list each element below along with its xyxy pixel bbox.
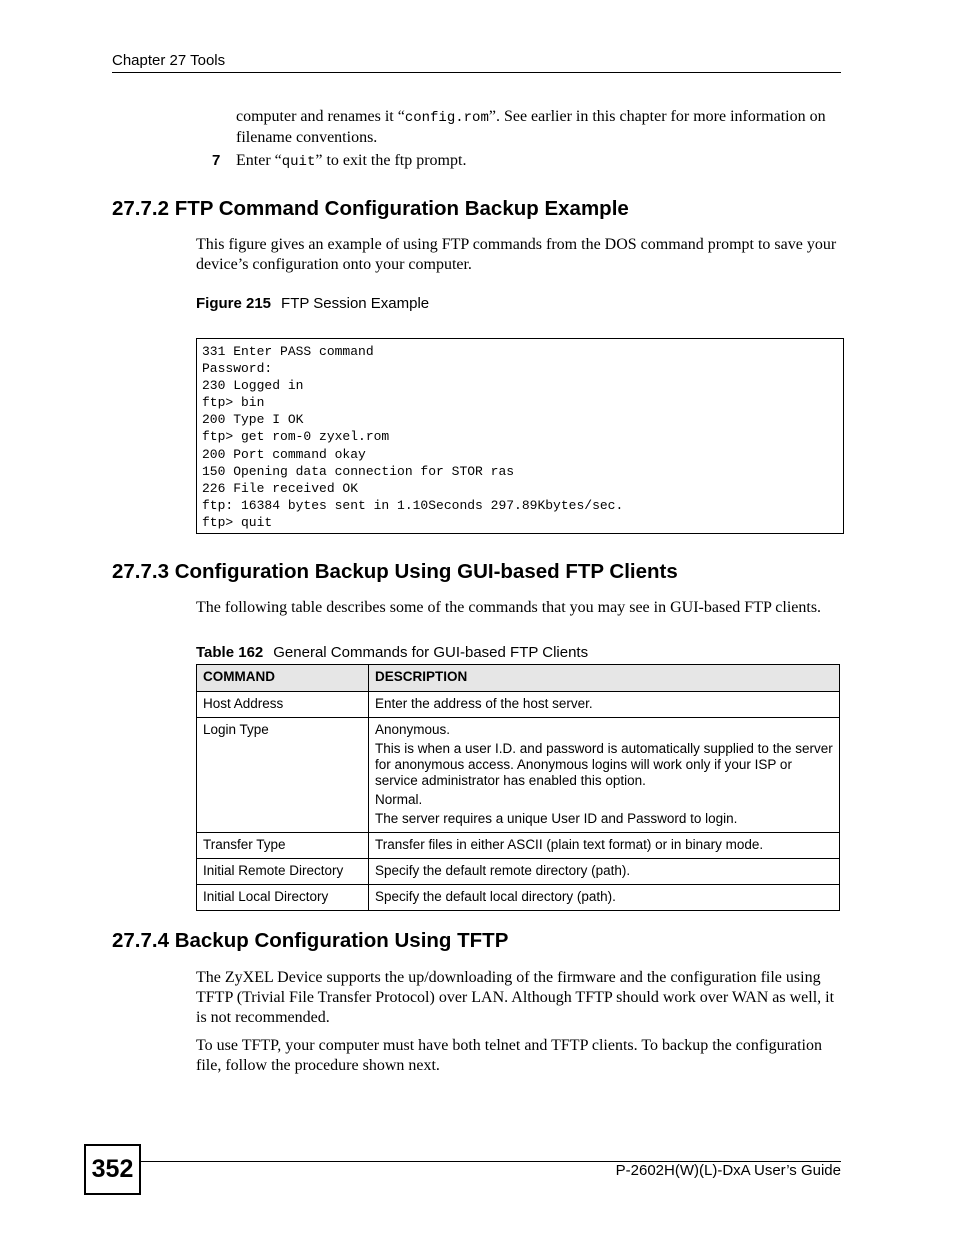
code-line: 200 Port command okay bbox=[202, 446, 366, 462]
code-line: ftp> bin bbox=[202, 395, 265, 411]
description-cell bbox=[369, 859, 840, 885]
description-text: The server requires a unique User ID and Password to login. bbox=[375, 811, 738, 826]
chapter-header: Chapter 27 Tools bbox=[112, 52, 226, 69]
command-cell: Login Type bbox=[197, 718, 369, 833]
continued-text-end: ”. See earlier in this chapter for more information on filename conventions. bbox=[236, 108, 826, 146]
description-cell bbox=[369, 692, 840, 718]
description-text: Specify the default local directory (path). bbox=[375, 889, 616, 904]
command-cell: Transfer Type bbox=[197, 833, 369, 859]
table-label: Table 162 bbox=[196, 644, 264, 661]
figure-caption bbox=[196, 295, 429, 312]
table-row bbox=[197, 692, 840, 718]
figure-label: Figure 215 bbox=[196, 295, 272, 312]
code-line: ftp> get rom-0 zyxel.rom bbox=[202, 429, 390, 445]
quit-code: quit bbox=[281, 154, 316, 170]
table-header-row bbox=[197, 665, 840, 692]
table-title: General Commands for GUI-based FTP Clients bbox=[273, 644, 589, 661]
table-row bbox=[197, 885, 840, 911]
column-header-description: DESCRIPTION bbox=[369, 665, 840, 692]
code-line: 230 Logged in bbox=[202, 378, 304, 394]
column-header-command: COMMAND bbox=[197, 665, 369, 692]
description-cell bbox=[369, 885, 840, 911]
paragraph-27-7-3: The following table describes some of the commands that you may see in GUI-based FTP clients. bbox=[196, 599, 822, 616]
description-text: Anonymous. bbox=[375, 722, 451, 737]
command-cell: Initial Remote Directory bbox=[197, 859, 369, 885]
heading-27-7-3: 27.7.3 Configuration Backup Using GUI-based FTP Clients bbox=[112, 560, 678, 583]
code-line: 226 File received OK bbox=[202, 480, 359, 496]
heading-27-7-4: 27.7.4 Backup Configuration Using TFTP bbox=[112, 929, 509, 952]
code-line: ftp> quit bbox=[202, 514, 273, 530]
description-text: This is when a user I.D. and password is automatically supplied to the server for anonymous access. Anonymous logins will work only if your ISP or service administrator has enabled this option. bbox=[375, 741, 833, 788]
description-text: Normal. bbox=[375, 792, 423, 807]
code-line: 150 Opening data connection for STOR ras bbox=[202, 463, 515, 479]
description-text: Transfer files in either ASCII (plain text format) or in binary mode. bbox=[375, 837, 764, 852]
heading-27-7-2: 27.7.2 FTP Command Configuration Backup Example bbox=[112, 197, 629, 220]
code-line: 200 Type I OK bbox=[202, 412, 304, 428]
guide-title: P-2602H(W)(L)-DxA User’s Guide bbox=[615, 1162, 841, 1179]
table-row bbox=[197, 859, 840, 885]
paragraph-27-7-2: This figure gives an example of using FTP commands from the DOS command prompt to save your device’s configuration onto your computer. bbox=[196, 236, 837, 273]
step-number: 7 bbox=[212, 152, 221, 169]
description-text: Specify the default remote directory (path). bbox=[375, 863, 631, 878]
code-line: Password: bbox=[202, 361, 273, 377]
command-cell: Host Address bbox=[197, 692, 369, 718]
description-text: Enter the address of the host server. bbox=[375, 696, 593, 711]
table-row bbox=[197, 718, 840, 833]
description-cell bbox=[369, 833, 840, 859]
step-text bbox=[236, 151, 466, 172]
step-text-start: Enter “ bbox=[236, 152, 282, 169]
continued-text-start: computer and renames it “ bbox=[236, 108, 405, 125]
paragraph-27-7-4-b: To use TFTP, your computer must have both telnet and TFTP clients. To backup the configuration file, follow the procedure shown next. bbox=[196, 1037, 822, 1074]
page-number: 352 bbox=[84, 1144, 141, 1195]
continued-paragraph bbox=[236, 107, 836, 148]
description-cell bbox=[369, 718, 840, 833]
code-line: ftp: 16384 bytes sent in 1.10Seconds 297.89Kbytes/sec. bbox=[202, 497, 624, 513]
ftp-session-code-block bbox=[196, 338, 844, 534]
paragraph-27-7-4-a: The ZyXEL Device supports the up/downloading of the firmware and the configuration file using TFTP (Trivial File Transfer Protocol) over LAN. Although TFTP should work over WAN as well, it is not recommended. bbox=[196, 969, 835, 1026]
ftp-commands-table bbox=[196, 664, 840, 911]
config-rom-code: config.rom bbox=[404, 110, 489, 126]
figure-title: FTP Session Example bbox=[281, 295, 430, 312]
header-divider bbox=[112, 72, 841, 73]
table-caption bbox=[196, 644, 588, 661]
step-text-end: ” to exit the ftp prompt. bbox=[315, 152, 467, 169]
table-row bbox=[197, 833, 840, 859]
code-line: 331 Enter PASS command bbox=[202, 344, 374, 359]
command-cell: Initial Local Directory bbox=[197, 885, 369, 911]
